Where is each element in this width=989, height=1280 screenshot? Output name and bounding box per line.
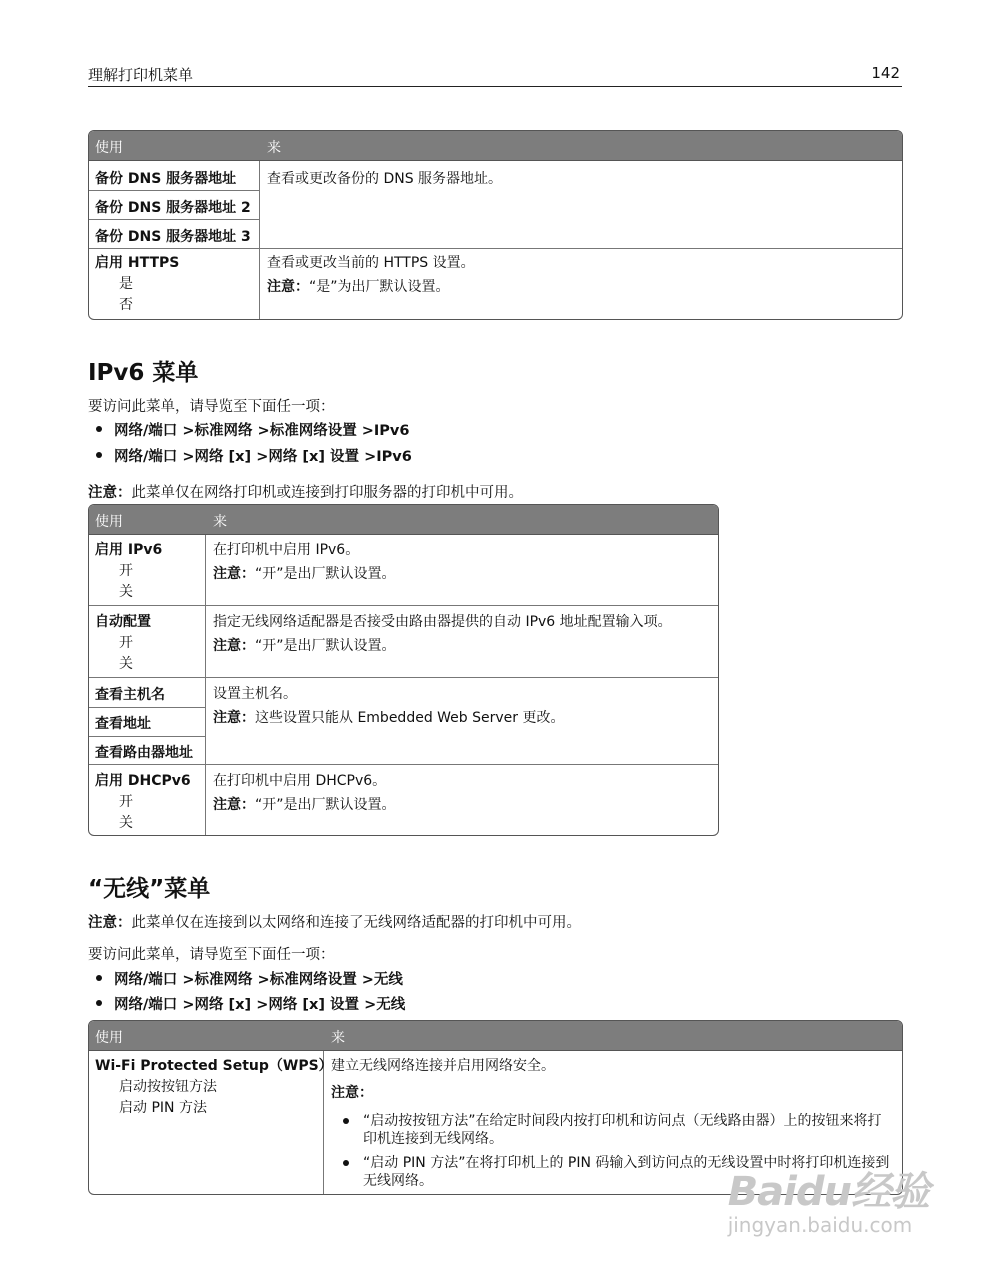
table-row: 备份 DNS 服务器地址 3 (95, 229, 251, 245)
note-label: 注意： (213, 797, 255, 813)
auto-config-desc-cell (213, 612, 713, 657)
auto-config-cell (95, 612, 151, 675)
ipv6-table (88, 504, 719, 836)
https-note (267, 277, 475, 298)
note-text: 此菜单仅在连接到以太网络和连接了无线网络适配器的打印机中可用。 (131, 915, 581, 931)
note-label: 注意： (88, 915, 132, 931)
wireless-path-1: 网络/端口 >标准网络 >标准网络设置 >无线 (96, 968, 403, 989)
https-desc: 查看或更改当前的 HTTPS 设置。 (267, 255, 475, 271)
ipv6-heading: IPv6 菜单 (88, 360, 199, 386)
note-text: “是”为出厂默认设置。 (309, 279, 450, 295)
wireless-heading: “无线”菜单 (88, 876, 211, 902)
wireless-path-2: 网络/端口 >网络 [x] >网络 [x] 设置 >无线 (96, 993, 405, 1014)
enable-ipv6-name: 启用 IPv6 (95, 542, 163, 558)
https-name: 启用 HTTPS (95, 255, 180, 271)
option-off: 关 (119, 584, 133, 600)
wps-desc: 建立无线网络连接并启用网络安全。 (331, 1058, 555, 1074)
note-label: 注意： (88, 485, 132, 501)
host-desc: 设置主机名。 (213, 686, 297, 702)
header-title: 理解打印机菜单 (88, 66, 194, 84)
wps-name: Wi-Fi Protected Setup（WPS） (95, 1058, 333, 1074)
note-label: 注意： (213, 638, 255, 654)
note-text: 这些设置只能从 Embedded Web Server 更改。 (255, 710, 565, 726)
wps-option-button: 启动按按钮方法 (119, 1079, 217, 1095)
dns-description: 查看或更改备份的 DNS 服务器地址。 (267, 171, 503, 187)
host-desc-cell (213, 684, 565, 729)
note-label: 注意： (213, 710, 255, 726)
auto-config-note (213, 636, 713, 657)
enable-ipv6-cell (95, 540, 162, 603)
ipv6-path-2: 网络/端口 >网络 [x] >网络 [x] 设置 >IPv6 (96, 445, 412, 466)
ipv6-note (88, 481, 523, 502)
table-row: 查看路由器地址 (95, 745, 193, 761)
https-opt-yes: 是 (119, 276, 133, 292)
watermark-brand: Baidu经验 (727, 1169, 929, 1215)
table-row: 备份 DNS 服务器地址 (95, 171, 237, 187)
wps-cell (95, 1056, 333, 1119)
wireless-note (88, 911, 581, 932)
enable-ipv6-desc: 在打印机中启用 IPv6。 (213, 542, 360, 558)
https-desc-cell (267, 253, 475, 298)
table-row: 查看主机名 (95, 687, 165, 703)
https-cell (95, 253, 179, 316)
option-on: 开 (119, 635, 133, 651)
col-to-header: 来 (267, 140, 281, 156)
wireless-intro: 要访问此菜单，请导览至下面任一项： (88, 947, 335, 963)
note-text: “开”是出厂默认设置。 (255, 566, 396, 582)
dns-https-table (88, 130, 903, 320)
dhcpv6-note (213, 795, 396, 816)
list-item: “启动按按钮方法”在给定时间段内按打印机和访问点（无线路由器）上的按钮来将打印机连接到无线网络。 (331, 1112, 893, 1148)
dhcpv6-desc-cell (213, 771, 396, 816)
note-text: “开”是出厂默认设置。 (255, 638, 396, 654)
page-number: 142 (871, 64, 900, 82)
enable-ipv6-note (213, 564, 396, 585)
page-header (88, 64, 902, 87)
col-use-header: 使用 (95, 140, 123, 156)
note-text: “开”是出厂默认设置。 (255, 797, 396, 813)
option-on: 开 (119, 794, 133, 810)
option-off: 关 (119, 815, 133, 831)
col-use-header: 使用 (95, 514, 123, 530)
https-opt-no: 否 (119, 297, 133, 313)
dhcpv6-cell (95, 771, 191, 834)
table-row: 查看地址 (95, 716, 151, 732)
option-off: 关 (119, 656, 133, 672)
auto-config-name: 自动配置 (95, 614, 151, 630)
table-header (89, 131, 902, 161)
table-header (89, 505, 718, 535)
dhcpv6-desc: 在打印机中启用 DHCPv6。 (213, 773, 387, 789)
option-on: 开 (119, 563, 133, 579)
col-use-header: 使用 (95, 1030, 123, 1046)
col-to-header: 来 (213, 514, 227, 530)
table-header (89, 1021, 902, 1051)
wps-option-pin: 启动 PIN 方法 (119, 1100, 207, 1116)
enable-ipv6-desc-cell (213, 540, 396, 585)
watermark-url: jingyan.baidu.com (727, 1213, 913, 1237)
ipv6-intro: 要访问此菜单，请导览至下面任一项： (88, 399, 335, 415)
host-note (213, 708, 565, 729)
notes-label: 注意： (331, 1085, 373, 1101)
dhcpv6-name: 启用 DHCPv6 (95, 773, 191, 789)
ipv6-path-1: 网络/端口 >标准网络 >标准网络设置 >IPv6 (96, 419, 409, 440)
table-row: 备份 DNS 服务器地址 2 (95, 200, 251, 216)
baidu-watermark (728, 1160, 929, 1237)
note-label: 注意： (213, 566, 255, 582)
note-label: 注意： (267, 279, 309, 295)
col-to-header: 来 (331, 1030, 345, 1046)
auto-config-desc: 指定无线网络适配器是否接受由路由器提供的自动 IPv6 地址配置输入项。 (213, 614, 672, 630)
note-text: 此菜单仅在网络打印机或连接到打印服务器的打印机中可用。 (131, 485, 523, 501)
list-item: “启动 PIN 方法”在将打印机上的 PIN 码输入到访问点的无线设置中时将打印机连接到无线网络。 (331, 1154, 893, 1190)
